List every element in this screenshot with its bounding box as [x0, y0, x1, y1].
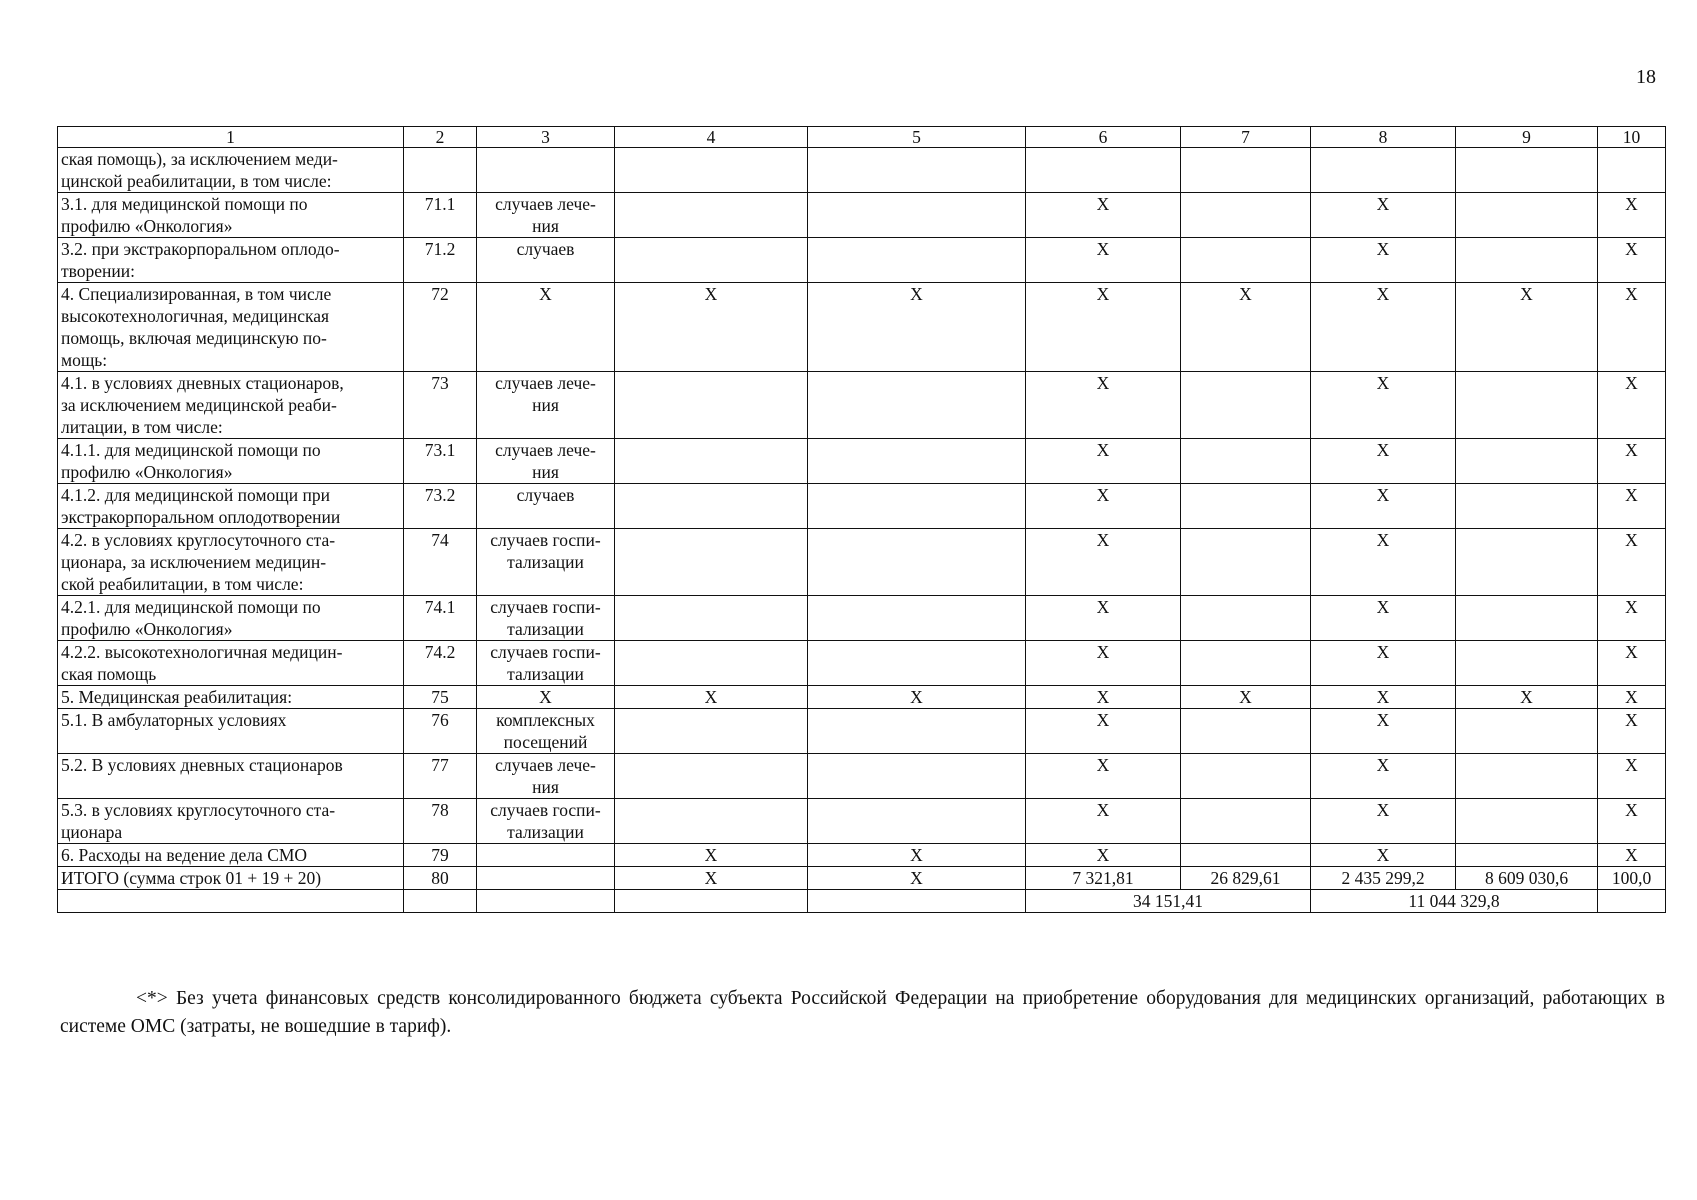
empty-cell	[808, 890, 1026, 913]
cell-col6: X	[1026, 529, 1181, 596]
cell-col8: X	[1311, 193, 1456, 238]
cell-col9	[1456, 372, 1598, 439]
row-label: 5.2. В условиях дневных стационаров	[58, 754, 404, 799]
cell-col7	[1181, 148, 1311, 193]
column-number: 10	[1598, 127, 1666, 148]
cell-col7	[1181, 799, 1311, 844]
sum-row	[58, 890, 1666, 913]
row-label: 4.2.2. высокотехнологичная медицин- ская помощь	[58, 641, 404, 686]
cell-col7	[1181, 641, 1311, 686]
row-unit: X	[477, 686, 615, 709]
cell-col5: X	[808, 686, 1026, 709]
cell-col9	[1456, 529, 1598, 596]
row-unit: комплексных посещений	[477, 709, 615, 754]
cell-col4	[615, 238, 808, 283]
sum-col8-9: 11 044 329,8	[1311, 890, 1598, 913]
row-code: 78	[404, 799, 477, 844]
row-code: 71.2	[404, 238, 477, 283]
table-row	[58, 439, 1666, 484]
row-unit: случаев	[477, 484, 615, 529]
empty-cell	[615, 890, 808, 913]
cell-col5	[808, 529, 1026, 596]
financing-table	[57, 126, 1666, 913]
row-label: 4. Специализированная, в том числе высокотехнологичная, медицинская помощь, включая медицинскую по- мощь:	[58, 283, 404, 372]
cell-col4	[615, 596, 808, 641]
row-label: ская помощь), за исключением меди- цинской реабилитации, в том числе:	[58, 148, 404, 193]
total-row	[58, 867, 1666, 890]
cell-col5	[808, 641, 1026, 686]
row-unit	[477, 844, 615, 867]
cell-col10	[1598, 148, 1666, 193]
row-code: 76	[404, 709, 477, 754]
cell-col10: X	[1598, 686, 1666, 709]
cell-col6: X	[1026, 193, 1181, 238]
column-number: 9	[1456, 127, 1598, 148]
cell-col6: X	[1026, 238, 1181, 283]
cell-col6	[1026, 148, 1181, 193]
cell-col5	[808, 596, 1026, 641]
cell-col7: X	[1181, 283, 1311, 372]
cell-col10: X	[1598, 844, 1666, 867]
cell-col8	[1311, 148, 1456, 193]
cell-col5	[808, 439, 1026, 484]
table-row	[58, 372, 1666, 439]
empty-cell	[1598, 890, 1666, 913]
row-label: 4.1.2. для медицинской помощи при экстракорпоральном оплодотворении	[58, 484, 404, 529]
cell-col9	[1456, 484, 1598, 529]
row-code	[404, 148, 477, 193]
cell-col6: X	[1026, 754, 1181, 799]
cell-col9	[1456, 844, 1598, 867]
cell-col9	[1456, 596, 1598, 641]
cell-col6: X	[1026, 372, 1181, 439]
cell-col10: X	[1598, 641, 1666, 686]
row-label: ИТОГО (сумма строк 01 + 19 + 20)	[58, 867, 404, 890]
cell-col10: X	[1598, 529, 1666, 596]
cell-col10: X	[1598, 484, 1666, 529]
cell-col6: X	[1026, 709, 1181, 754]
cell-col10: X	[1598, 754, 1666, 799]
table-row	[58, 148, 1666, 193]
cell-col4: X	[615, 867, 808, 890]
table-row	[58, 799, 1666, 844]
row-unit: случаев госпи- тализации	[477, 641, 615, 686]
row-code: 74	[404, 529, 477, 596]
cell-col9	[1456, 193, 1598, 238]
cell-col10: X	[1598, 283, 1666, 372]
row-label: 3.1. для медицинской помощи по профилю «Онкология»	[58, 193, 404, 238]
row-unit: случаев госпи- тализации	[477, 529, 615, 596]
cell-col9	[1456, 799, 1598, 844]
cell-col9	[1456, 238, 1598, 283]
cell-col10: X	[1598, 709, 1666, 754]
empty-cell	[404, 890, 477, 913]
cell-col7	[1181, 193, 1311, 238]
cell-col9: X	[1456, 283, 1598, 372]
cell-col7	[1181, 439, 1311, 484]
column-number: 2	[404, 127, 477, 148]
cell-col9	[1456, 439, 1598, 484]
row-unit: случаев лече- ния	[477, 193, 615, 238]
cell-col10: X	[1598, 799, 1666, 844]
row-code: 79	[404, 844, 477, 867]
table-row	[58, 193, 1666, 238]
cell-col8: X	[1311, 439, 1456, 484]
cell-col5: X	[808, 867, 1026, 890]
cell-col9	[1456, 641, 1598, 686]
row-unit: случаев лече- ния	[477, 439, 615, 484]
row-unit	[477, 867, 615, 890]
table-row	[58, 754, 1666, 799]
cell-col4	[615, 372, 808, 439]
table-row	[58, 709, 1666, 754]
row-code: 73	[404, 372, 477, 439]
table-row	[58, 686, 1666, 709]
cell-col6: X	[1026, 686, 1181, 709]
cell-col8: X	[1311, 596, 1456, 641]
cell-col7	[1181, 238, 1311, 283]
cell-col6: X	[1026, 844, 1181, 867]
row-unit: случаев	[477, 238, 615, 283]
row-code: 77	[404, 754, 477, 799]
cell-col7	[1181, 709, 1311, 754]
cell-col6: 7 321,81	[1026, 867, 1181, 890]
column-number: 7	[1181, 127, 1311, 148]
cell-col7	[1181, 372, 1311, 439]
cell-col8: X	[1311, 641, 1456, 686]
cell-col5	[808, 754, 1026, 799]
empty-cell	[58, 890, 404, 913]
cell-col7	[1181, 754, 1311, 799]
cell-col6: X	[1026, 799, 1181, 844]
cell-col8: X	[1311, 372, 1456, 439]
row-code: 74.2	[404, 641, 477, 686]
cell-col4	[615, 529, 808, 596]
column-number: 1	[58, 127, 404, 148]
column-number: 3	[477, 127, 615, 148]
row-unit: случаев лече- ния	[477, 372, 615, 439]
cell-col5	[808, 709, 1026, 754]
cell-col8: X	[1311, 686, 1456, 709]
cell-col8: X	[1311, 238, 1456, 283]
cell-col5	[808, 148, 1026, 193]
row-code: 74.1	[404, 596, 477, 641]
cell-col5	[808, 193, 1026, 238]
cell-col8: X	[1311, 754, 1456, 799]
cell-col4	[615, 799, 808, 844]
cell-col9: 8 609 030,6	[1456, 867, 1598, 890]
cell-col6: X	[1026, 641, 1181, 686]
cell-col6: X	[1026, 439, 1181, 484]
cell-col8: X	[1311, 529, 1456, 596]
cell-col10: X	[1598, 439, 1666, 484]
row-label: 6. Расходы на ведение дела СМО	[58, 844, 404, 867]
cell-col8: 2 435 299,2	[1311, 867, 1456, 890]
table-row	[58, 529, 1666, 596]
row-label: 4.2. в условиях круглосуточного ста- ционара, за исключением медицин- ской реабилитации, в том числе:	[58, 529, 404, 596]
cell-col10: X	[1598, 193, 1666, 238]
row-code: 73.1	[404, 439, 477, 484]
cell-col8: X	[1311, 484, 1456, 529]
row-code: 73.2	[404, 484, 477, 529]
table-row	[58, 596, 1666, 641]
row-unit: X	[477, 283, 615, 372]
cell-col4	[615, 148, 808, 193]
cell-col10: X	[1598, 238, 1666, 283]
cell-col4	[615, 709, 808, 754]
cell-col7	[1181, 596, 1311, 641]
cell-col5	[808, 799, 1026, 844]
row-label: 5.1. В амбулаторных условиях	[58, 709, 404, 754]
cell-col9	[1456, 754, 1598, 799]
row-label: 4.2.1. для медицинской помощи по профилю «Онкология»	[58, 596, 404, 641]
cell-col4	[615, 754, 808, 799]
row-label: 5. Медицинская реабилитация:	[58, 686, 404, 709]
row-code: 80	[404, 867, 477, 890]
cell-col5	[808, 484, 1026, 529]
cell-col9	[1456, 709, 1598, 754]
table-row	[58, 484, 1666, 529]
cell-col10: X	[1598, 372, 1666, 439]
cell-col6: X	[1026, 484, 1181, 529]
cell-col7: X	[1181, 686, 1311, 709]
cell-col7	[1181, 529, 1311, 596]
cell-col7: 26 829,61	[1181, 867, 1311, 890]
cell-col6: X	[1026, 596, 1181, 641]
empty-cell	[477, 890, 615, 913]
cell-col8: X	[1311, 283, 1456, 372]
table-row	[58, 283, 1666, 372]
cell-col8: X	[1311, 709, 1456, 754]
cell-col4	[615, 484, 808, 529]
cell-col8: X	[1311, 799, 1456, 844]
row-unit	[477, 148, 615, 193]
cell-col5: X	[808, 844, 1026, 867]
cell-col4	[615, 439, 808, 484]
column-number: 8	[1311, 127, 1456, 148]
row-label: 3.2. при экстракорпоральном оплодо- творении:	[58, 238, 404, 283]
row-label: 4.1. в условиях дневных стационаров, за исключением медицинской реаби- литации, в том числе:	[58, 372, 404, 439]
cell-col10: 100,0	[1598, 867, 1666, 890]
footnote: <*> Без учета финансовых средств консолидированного бюджета субъекта Российской Федерации на приобретение оборудования для медицинских организаций, работающих в системе ОМС (затраты, не вошедшие в тариф).	[60, 988, 1665, 1037]
cell-col5: X	[808, 283, 1026, 372]
row-label: 4.1.1. для медицинской помощи по профилю «Онкология»	[58, 439, 404, 484]
cell-col9: X	[1456, 686, 1598, 709]
row-code: 71.1	[404, 193, 477, 238]
table-row	[58, 641, 1666, 686]
cell-col4	[615, 641, 808, 686]
cell-col9	[1456, 148, 1598, 193]
column-number: 5	[808, 127, 1026, 148]
page-number: 18	[1636, 66, 1656, 88]
table-row	[58, 844, 1666, 867]
cell-col5	[808, 238, 1026, 283]
row-label: 5.3. в условиях круглосуточного ста- ционара	[58, 799, 404, 844]
cell-col6: X	[1026, 283, 1181, 372]
row-code: 72	[404, 283, 477, 372]
cell-col4: X	[615, 686, 808, 709]
column-number: 6	[1026, 127, 1181, 148]
cell-col4: X	[615, 844, 808, 867]
column-number: 4	[615, 127, 808, 148]
cell-col4	[615, 193, 808, 238]
cell-col7	[1181, 484, 1311, 529]
cell-col4: X	[615, 283, 808, 372]
row-code: 75	[404, 686, 477, 709]
cell-col10: X	[1598, 596, 1666, 641]
sum-col6-7: 34 151,41	[1026, 890, 1311, 913]
row-unit: случаев госпи- тализации	[477, 596, 615, 641]
cell-col7	[1181, 844, 1311, 867]
cell-col8: X	[1311, 844, 1456, 867]
column-number-row	[58, 127, 1666, 148]
row-unit: случаев лече- ния	[477, 754, 615, 799]
table-row	[58, 238, 1666, 283]
row-unit: случаев госпи- тализации	[477, 799, 615, 844]
cell-col5	[808, 372, 1026, 439]
